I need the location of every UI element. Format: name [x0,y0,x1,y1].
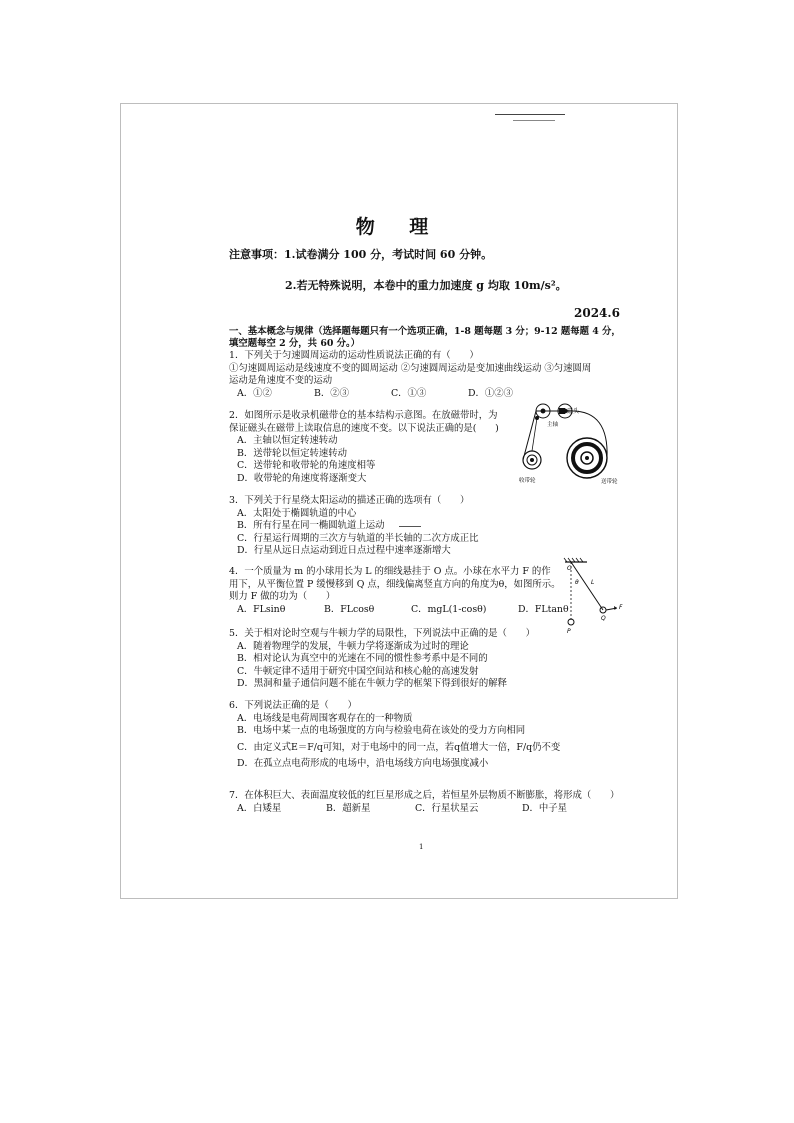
option-c[interactable]: C．①③ [390,387,427,399]
exam-page [120,103,678,899]
option-c[interactable]: C．牛顿定律不适用于研究中国空间站和核心舱的高速发射 [237,665,479,677]
q1-stem [229,350,591,400]
label-head: 磁头 [567,408,580,415]
option-b[interactable]: B．所有行星在同一椭圆轨道上运动 [237,520,385,531]
option-c[interactable]: C．送带轮和收带轮的角速度相等 [237,460,376,471]
tape-mechanism-figure [517,402,637,494]
option-d[interactable]: D．行星从远日点运动到近日点过程中速率逐渐增大 [237,545,451,556]
option-a[interactable]: A．电场线是电荷周围客观存在的一种物质 [237,712,413,724]
option-a[interactable]: A．主轴以恒定转速转动 [237,435,338,446]
q4-options [229,604,588,617]
q4-line: 4．一个质量为 m 的小球用长为 L 的细线悬挂于 O 点。小球在水平力 F 的作 [229,566,551,577]
scan-artifact [513,120,555,121]
label-supply: 送带轮 [601,479,618,485]
section-heading-line2: 填空题每空 2 分，共 60 分。） [229,338,361,349]
q1-line: 运动是角速度不变的运动 [229,375,333,386]
option-c[interactable]: C．由定义式E＝F/q可知，对于电场中的同一点，若q值增大一倍，F/q仍不变 [237,741,561,753]
option-c[interactable]: C．行星状星云 [414,802,479,814]
label-spindle: 主轴 [547,422,559,428]
notice-1: 注意事项：1.试卷满分 100 分，考试时间 60 分钟。 [229,248,493,261]
option-b[interactable]: B．相对论认为真空中的光速在不同的惯性参考系中是不同的 [237,653,488,664]
q2-stem [229,410,499,485]
option-b[interactable]: B．超新星 [325,802,371,814]
q3-stem [229,495,479,558]
pendulum-figure [561,556,627,636]
q4-line: 则力 F 做的功为（ ） [229,591,336,602]
q1-line: ①匀速圆周运动是线速度不变的圆周运动 ②匀速圆周运动是变加速曲线运动 ③匀速圆周 [229,362,592,374]
q3-line: 3．下列关于行星绕太阳运动的描述正确的选项有（ ） [229,495,470,506]
option-d[interactable]: D．收带轮的角速度将逐渐变大 [237,472,367,484]
label-takeup: 收带轮 [519,478,536,484]
q1-options [229,388,591,401]
option-a[interactable]: A．太阳处于椭圆轨道的中心 [237,507,357,519]
exam-date: 2024.6 [574,306,620,320]
section-heading-line1: 一、基本概念与规律（选择题每题只有一个选项正确，1-8 题每题 3 分；9-12 题每题 4 分， [229,326,621,337]
option-b[interactable]: B．送带轮以恒定转速转动 [237,447,348,459]
option-d[interactable]: D．FLtanθ [517,603,569,615]
q2-line: 2．如图所示是收录机磁带仓的基本结构示意图。在放磁带时，为 [229,410,498,421]
q5-line: 5．关于相对论时空观与牛顿力学的局限性，下列说法中正确的是（ ） [229,628,535,639]
option-c[interactable]: C．mgL(1-cosθ) [410,603,487,615]
page-number: 1 [419,843,424,851]
option-a[interactable]: A．①② [237,387,272,399]
q7-options [229,803,619,816]
label-l: L [591,579,595,586]
option-d[interactable]: D．在孤立点电荷形成的电场中，沿电场线方向电场强度减小 [237,758,489,769]
q7-line: 7．在体积巨大、表面温度较低的红巨星形成之后，若恒星外层物质不断膨胀，将形成（ ） [229,790,620,801]
label-f: F [619,604,623,611]
option-a[interactable]: A．随着物理学的发展，牛顿力学将逐渐成为过时的理论 [237,640,469,652]
notice-2: 2.若无特殊说明，本卷中的重力加速度 g 均取 10m/s²。 [285,279,567,292]
scan-artifact [495,114,565,115]
option-b[interactable]: B．②③ [313,387,349,399]
q4-stem [229,566,588,616]
string [571,562,603,610]
option-b[interactable]: B．电场中某一点的电场强度的方向与检验电荷在该处的受力方向相同 [237,725,526,736]
option-d[interactable]: D．中子星 [521,802,567,814]
scan-artifact [399,526,421,527]
q2-line: 保证磁头在磁带上读取信息的速度不变。以下说法正确的是( ) [229,422,499,434]
option-b[interactable]: B．FLcosθ [323,603,375,615]
label-q: Q [601,615,606,622]
option-d[interactable]: D．黑洞和量子通信问题不能在牛顿力学的框架下得到很好的解释 [237,678,508,689]
q1-line: 1．下列关于匀速圆周运动的运动性质说法正确的有（ ） [229,350,479,361]
option-d[interactable]: D．①②③ [467,387,513,399]
option-c[interactable]: C．行星运行周期的三次方与轨道的半长轴的二次方成正比 [237,532,479,544]
q5-stem [229,628,535,691]
q6-line: 6．下列说法正确的是（ ） [229,700,357,711]
label-theta: θ [575,579,579,586]
option-a[interactable]: A．白矮星 [237,802,282,814]
page-title: 物 理 [355,216,443,238]
q4-line: 用下，从平衡位置 P 缓慢移到 Q 点，细线偏离竖直方向的角度为θ，如图所示。 [229,578,561,590]
q6-stem [229,700,560,771]
q7-stem [229,790,619,815]
option-a[interactable]: A．FLsinθ [237,603,286,615]
label-p: P [567,628,571,635]
label-o: O [567,565,572,572]
